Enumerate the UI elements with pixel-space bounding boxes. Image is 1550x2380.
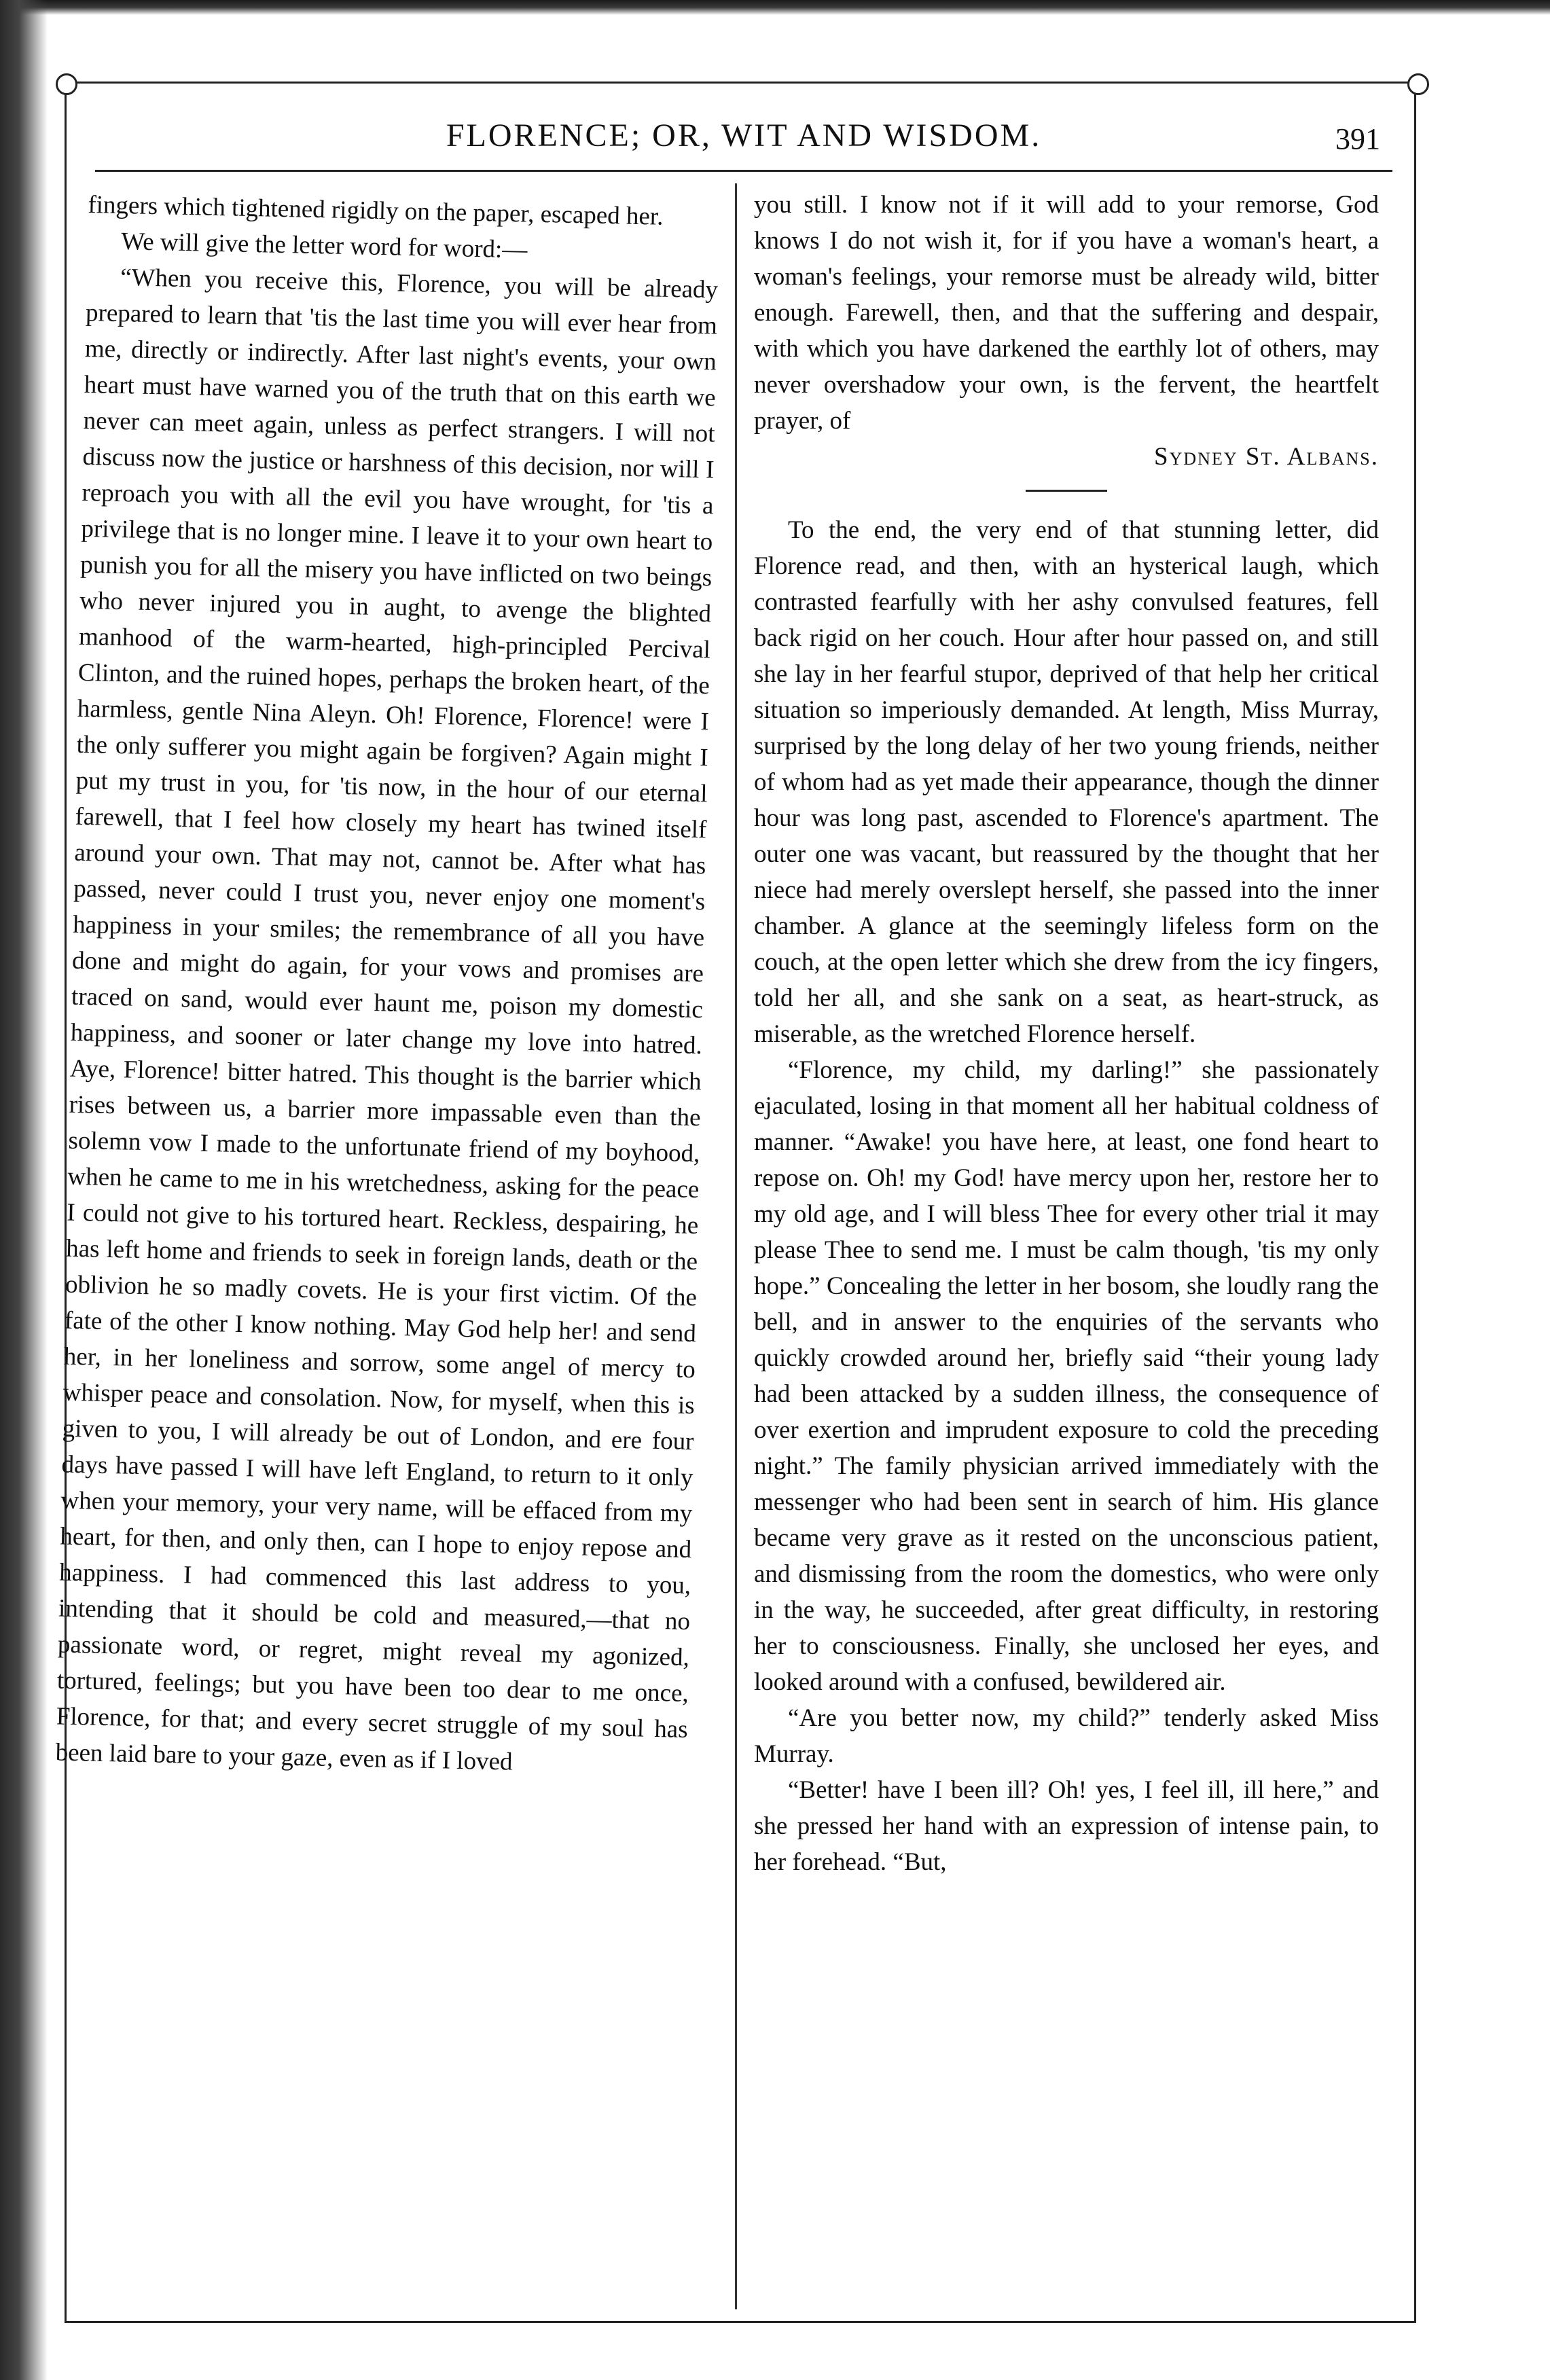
column-divider xyxy=(735,183,737,2309)
paragraph: “Florence, my child, my darling!” she passionately ejaculated, losing in that moment all her habitual coldness of manner. “Awake! you have here, at least, one fond heart to repose on. Oh! my God! have mercy upon her, restore her to my old age, and I will bless Thee for every other trial it may please Thee to send me. I must be calm though, 'tis my only hope.” Concealing the letter in her bosom, she loudly rang the bell, and in answer to the enquiries of the servants who quickly crowded around her, briefly said “their young lady had been attacked by a sudden illness, the consequence of over exertion and imprudent exposure to cold the preceding night.” The family physician arrived immediately with the messenger who had been sent in search of him. His glance became very grave as it rested on the unconscious patient, and dismissing from the room the domestics, who were only in the way, he succeeded, after great difficulty, in restoring her to consciousness. Finally, she unclosed her eyes, and looked around with a confused, bewildered air. xyxy=(754,1056,1379,1696)
left-column xyxy=(44,187,720,2312)
running-header: FLORENCE; OR, WIT AND WISDOM. xyxy=(446,118,1042,154)
right-column xyxy=(754,187,1379,2299)
letter-text: you still. I know not if it will add to your remorse, God knows I do not wish it, for if you have a woman's heart, a woman's feelings, your remorse must be already wild, bitter enough. Farewell, then, and that the suffering and despair, with which you have darkened the earthly lot of others, may never overshadow your own, is the fervent, the heartfelt prayer, of xyxy=(754,191,1379,435)
ornament-icon xyxy=(1407,73,1429,95)
paragraph: “Are you better now, my child?” tenderly asked Miss Murray. xyxy=(754,1704,1379,1768)
page-number: 391 xyxy=(1335,122,1380,156)
header-rule xyxy=(95,170,1392,172)
section-rule xyxy=(1026,490,1107,492)
paragraph: We will give the letter word for word:— xyxy=(120,228,528,264)
paragraph: “Better! have I been ill? Oh! yes, I feel ill, ill here,” and she pressed her hand with an expression of intense pain, to her forehead. “But, xyxy=(754,1776,1379,1876)
ornament-icon xyxy=(56,73,77,95)
letter-signature: Sydney St. Albans. xyxy=(1154,443,1379,471)
paragraph: fingers which tightened rigidly on the paper, escaped her. xyxy=(88,190,664,231)
paragraph: To the end, the very end of that stunning letter, did Florence read, and then, with an hysterical laugh, which contrasted fearfully with her ashy convulsed features, fell back rigid on her couch. Hour after hour passed on, and still she lay in her fearful stupor, deprived of that help her critical situation so imperiously demanded. At length, Miss Murray, surprised by the long delay of her two young friends, neither of whom had as yet made their appearance, though the dinner hour was long past, ascended to Florence's apartment. The outer one was vacant, but reassured by the thought that her niece had merely overslept herself, she passed into the inner chamber. A glance at the seemingly lifeless form on the couch, at the open letter which she drew from the icy fingers, told her all, and she sank on a seat, as heart-struck, as miserable, as the wretched Florence herself. xyxy=(754,516,1379,1048)
scan-edge-top xyxy=(0,0,1550,15)
letter-text: “When you receive this, Florence, you will be already prepared to learn that 'tis the last time you will ever hear from me, directly or indirectly. After last night's events, your own heart must have warned you of the truth that on this earth we never can meet again, unless as perfect strangers. I will not discuss now the justice or harshness of this decision, nor will I reproach you with all the evil you have wrought, for 'tis a privilege that is no longer mine. I leave it to your own heart to punish you for all the misery you have inflicted on two beings who never injured you in aught, to avenge the blighted manhood of the warm-hearted, high-principled Percival Clinton, and the ruined hopes, perhaps the broken heart, of the harmless, gentle Nina Aleyn. Oh! Florence, Florence! were I the only sufferer you might again be forgiven? Again might I put my trust in you, for 'tis now, in the hour of our eternal farewell, that I feel how closely my heart has twined itself around your own. That may not, cannot be. After what has passed, never could I trust you, never enjoy one moment's happiness in your smiles; the remembrance of all you have done and might do again, for your vows and promises are traced on sand, would ever haunt me, poison my domestic happiness, and sooner or later change my love into hatred. Aye, Florence! bitter hatred. This thought is the barrier which rises between us, a barrier more impassable even than the solemn vow I made to the unfortunate friend of my boyhood, when he came to me in his wretchedness, asking for the peace I could not give to his tortured heart. Reckless, despairing, he has left home and friends to seek in foreign lands, death or the oblivion he so madly covets. He is your first victim. Of the fate of the other I know nothing. May God help her! and send her, in her loneliness and sorrow, some angel of mercy to whisper peace and consolation. Now, for myself, when this is given to you, I will already be out of London, and ere four days have passed I will have left England, to return to it only when your memory, your very name, will be effaced from my heart, for then, and only then, can I hope to enjoy repose and happiness. I had commenced this last address to you, intending that it should be cold and measured,—that no passionate word, or regret, might reveal my agonized, tortured, feelings; but you have been too dear to me once, Florence, for that; and every secret struggle of my soul has been laid bare to your gaze, even as if I loved xyxy=(55,264,719,1776)
scan-edge-left xyxy=(0,0,48,2380)
